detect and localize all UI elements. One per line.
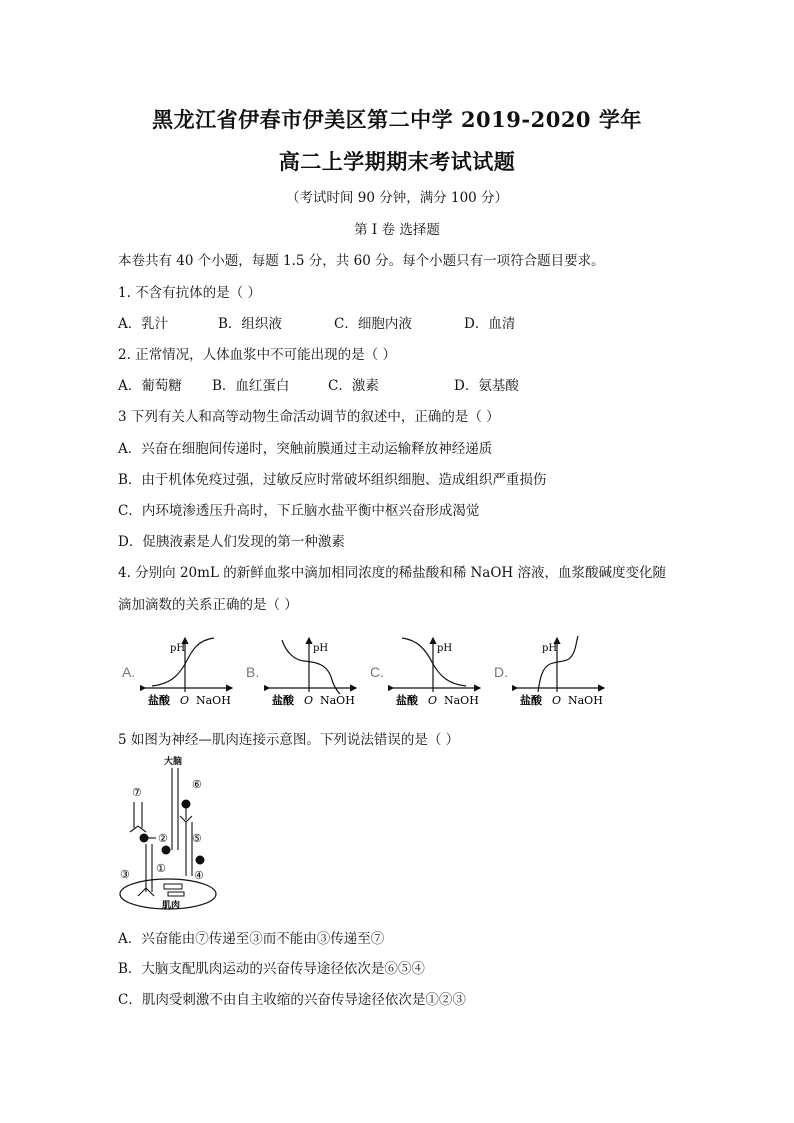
option-c: C．内环境渗透压升高时，下丘脑水盐平衡中枢兴奋形成渴觉 [118,503,480,519]
naoh-label: NaOH [444,694,479,707]
label-1: ① [156,862,166,875]
option-a: A．兴奋在细胞间传递时，突触前膜通过主动运输释放神经递质 [118,441,493,457]
option-a: A．乳汁 [118,316,169,332]
naoh-label: NaOH [320,694,355,707]
ph-axis-label: pH [542,643,558,654]
option-b: B．由于机体免疫过强，过敏反应时常破坏组织细胞、造成组织严重损伤 [118,472,547,488]
muscle-label: 肌肉 [162,901,181,911]
option-b: B．血红蛋白 [212,378,290,394]
instructions: 本卷共有 40 个小题，每题 1.5 分，共 60 分。每个小题只有一项符合题目要求。 [118,253,605,269]
ph-axis-label: pH [437,643,453,654]
question-1-stem: 1. 不含有抗体的是（ ） [118,285,261,301]
exam-title-line1: 黑龙江省伊春市伊美区第二中学 2019-2020 学年 [152,107,642,132]
label-2: ② [158,832,168,845]
origin-label: O [552,694,562,707]
option-d: D．氨基酸 [454,378,519,394]
origin-label: O [180,694,190,707]
graph-d-letter: D. [494,664,508,680]
hcl-label: 盐酸 [520,694,542,707]
origin-label: O [304,694,314,707]
question-2-stem: 2. 正常情况，人体血浆中不可能出现的是（ ） [118,347,396,363]
exam-info: （考试时间 90 分钟，满分 100 分） [285,190,509,206]
hcl-label: 盐酸 [272,694,294,707]
brain-label: 大脑 [164,757,183,767]
question-3-stem: 3 下列有关人和高等动物生命活动调节的叙述中，正确的是（ ） [118,409,500,425]
ph-curve [282,640,340,694]
section-heading: 第 I 卷 选择题 [354,222,440,238]
option-b: B．大脑支配肌肉运动的兴奋传导途径依次是⑥⑤④ [118,961,425,977]
ph-axis-label: pH [313,643,329,654]
ph-graph-c [388,634,488,710]
option-c: C．细胞内液 [334,316,412,332]
exam-title-line2: 高二上学期期末考试试题 [278,149,516,174]
label-4: ④ [194,869,204,882]
origin-label: O [428,694,438,707]
graph-b-letter: B. [246,664,260,680]
label-7: ⑦ [132,786,142,799]
nerve-muscle-diagram [116,752,228,914]
question-5-stem: 5 如图为神经—肌肉连接示意图。下列说法错误的是（ ） [118,732,460,748]
graph-a-letter: A. [122,664,136,680]
ph-graph-b [264,634,364,710]
option-b: B．组织液 [218,316,282,332]
label-3: ③ [120,868,130,881]
hcl-label: 盐酸 [148,694,170,707]
option-c: C．肌肉受刺激不由自主收缩的兴奋传导途径依次是①②③ [118,992,466,1008]
naoh-label: NaOH [568,694,603,707]
question-4-stem-line2: 滴加滴数的关系正确的是（ ） [118,597,298,613]
ph-curve [402,638,466,686]
ph-axis-label: pH [170,643,186,654]
option-a: A．葡萄糖 [118,378,182,394]
graph-c-letter: C. [370,664,384,680]
option-d: D．促胰液素是人们发现的第一种激素 [118,534,345,550]
ph-graph-a [140,634,240,710]
hcl-label: 盐酸 [396,694,418,707]
option-d: D．血清 [464,316,516,332]
label-5: ⑤ [192,832,202,845]
naoh-label: NaOH [196,694,231,707]
ph-graph-d [512,634,612,710]
question-4-stem-line1: 4. 分别向 20mL 的新鲜血浆中滴加相同浓度的稀盐酸和稀 NaOH 溶液，血浆酸碱度变化随 [118,565,666,581]
option-c: C．激素 [328,378,379,394]
label-6: ⑥ [192,778,202,791]
option-a: A．兴奋能由⑦传递至③而不能由③传递至⑦ [118,931,385,947]
